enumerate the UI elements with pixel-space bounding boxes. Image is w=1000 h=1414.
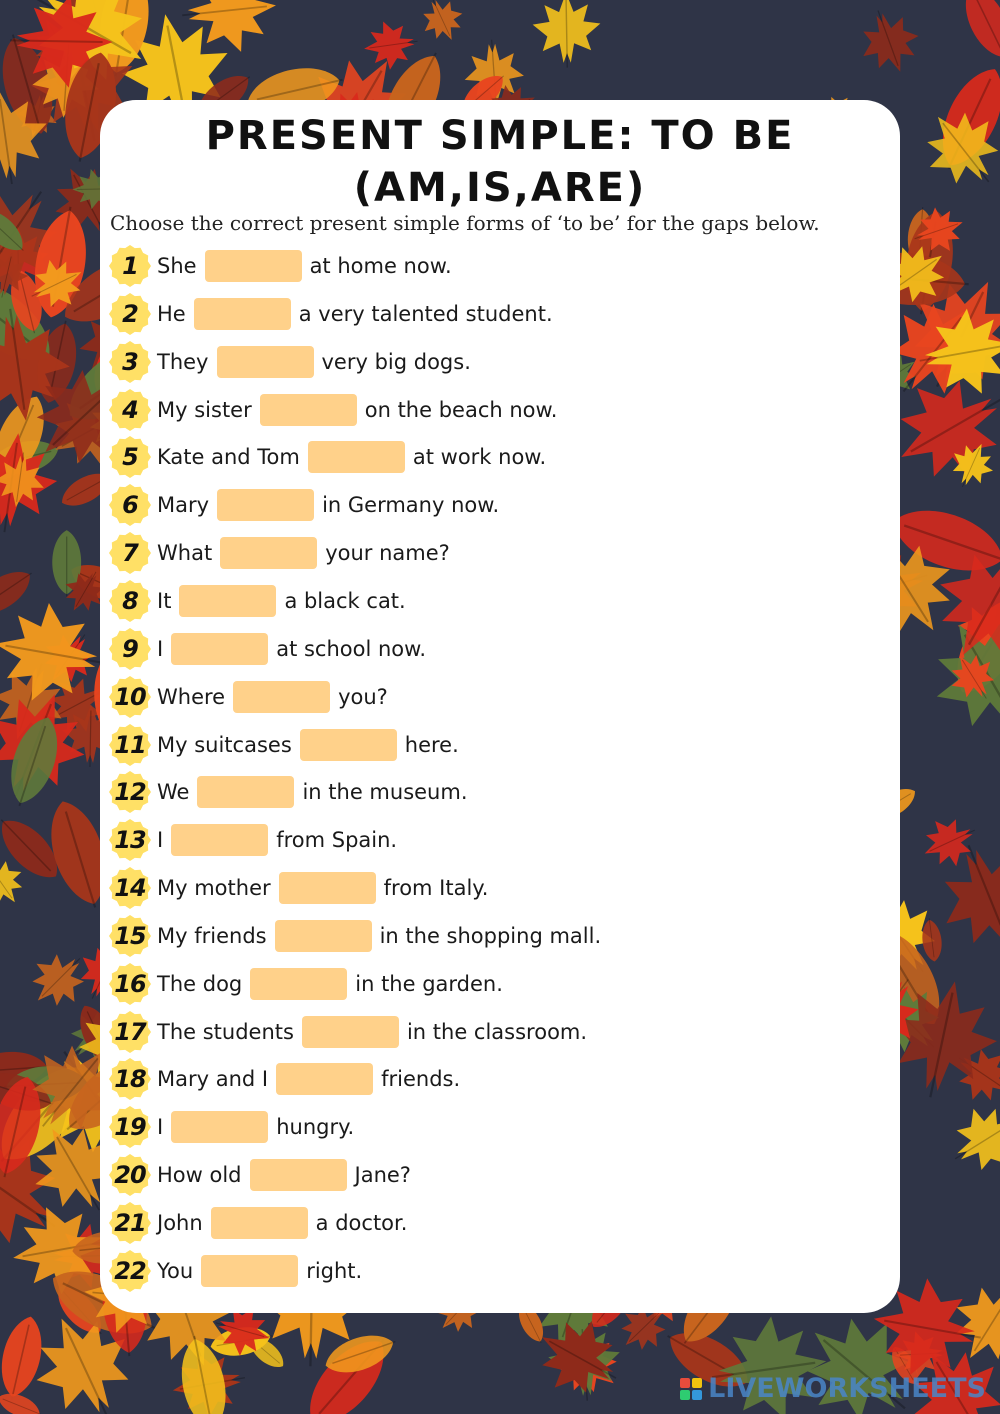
answer-gap[interactable]: [275, 920, 372, 952]
exercise-item: [108, 533, 888, 573]
item-text-after: your name?: [325, 541, 450, 566]
item-text-after: friends.: [381, 1067, 461, 1092]
item-number-badge: [108, 340, 152, 384]
item-number-badge: [108, 1105, 152, 1149]
item-number: 10: [114, 682, 146, 711]
item-number-badge: [108, 244, 152, 288]
item-number: 4: [122, 395, 138, 424]
item-text-after: hungry.: [276, 1115, 355, 1140]
item-text-after: on the beach now.: [364, 397, 558, 422]
answer-gap[interactable]: [194, 298, 291, 330]
item-number: 17: [114, 1017, 146, 1046]
item-number: 22: [114, 1256, 146, 1285]
answer-gap[interactable]: [171, 1111, 268, 1143]
item-number-badge: [108, 1057, 152, 1101]
item-text-before: I: [157, 636, 164, 661]
answer-gap[interactable]: [279, 872, 376, 904]
exercise-item: [108, 437, 888, 477]
item-number: 16: [114, 969, 146, 998]
item-text-before: I: [157, 828, 164, 853]
worksheet-title-line1: PRESENT SIMPLE: TO BE: [205, 113, 795, 159]
exercise-item: [108, 390, 888, 430]
item-number: 6: [122, 491, 138, 520]
answer-gap[interactable]: [171, 633, 268, 665]
answer-gap[interactable]: [205, 250, 302, 282]
item-number-badge: [108, 388, 152, 432]
exercise-item: [108, 725, 888, 765]
item-text-before: Where: [157, 684, 226, 709]
item-text-after: Jane?: [354, 1163, 411, 1188]
item-text-after: at home now.: [309, 254, 452, 278]
exercise-item: [108, 1155, 888, 1195]
answer-gap[interactable]: [302, 1016, 399, 1048]
item-number: 5: [122, 443, 138, 472]
item-text-before: Mary: [157, 493, 210, 518]
exercise-item: [108, 581, 888, 621]
item-number: 3: [122, 347, 138, 376]
exercise-item: [108, 1203, 888, 1243]
answer-gap[interactable]: [171, 824, 268, 856]
item-text-before: John: [157, 1211, 203, 1235]
item-number: 1: [122, 252, 138, 280]
item-number-badge: [108, 292, 152, 336]
item-text-after: right.: [306, 1258, 363, 1283]
exercise-item: [108, 1107, 888, 1147]
item-text-before: My friends: [157, 923, 267, 948]
item-number: 14: [114, 874, 146, 903]
item-text-before: My sister: [157, 397, 252, 422]
item-text-after: in the classroom.: [406, 1019, 588, 1044]
item-text-after: here.: [404, 732, 459, 757]
item-number: 13: [114, 826, 146, 855]
item-text-after: you?: [338, 684, 388, 709]
item-number: 18: [114, 1065, 146, 1094]
answer-gap[interactable]: [233, 681, 330, 713]
item-number: 8: [122, 586, 138, 615]
item-text-before: How old: [157, 1163, 242, 1188]
item-number-badge: [108, 818, 152, 862]
item-number: 19: [114, 1113, 146, 1142]
item-number: 15: [114, 921, 146, 950]
item-number: 11: [114, 730, 146, 759]
item-text-before: The students: [157, 1019, 294, 1044]
item-number: 7: [122, 539, 138, 568]
item-number-badge: [108, 531, 152, 575]
item-number-badge: [108, 1249, 152, 1293]
exercise-item: [108, 485, 888, 525]
item-text-after: a very talented student.: [298, 301, 553, 326]
item-number-badge: [108, 866, 152, 910]
answer-gap[interactable]: [197, 776, 294, 808]
liveworksheets-logo-icon: [680, 1378, 702, 1400]
item-text-after: at school now.: [276, 636, 427, 661]
item-text-before: She: [157, 254, 197, 278]
item-text-before: My mother: [157, 876, 271, 901]
item-text-before: Kate and Tom: [157, 445, 300, 470]
item-number: 12: [114, 778, 146, 807]
liveworksheets-logo-text: LIVEWORKSHEETS: [708, 1373, 986, 1404]
item-text-after: from Spain.: [276, 828, 398, 853]
answer-gap[interactable]: [260, 394, 357, 426]
answer-gap[interactable]: [211, 1207, 308, 1239]
exercise-item: [108, 868, 888, 908]
liveworksheets-logo: [680, 1373, 986, 1404]
item-number-badge: [108, 962, 152, 1006]
item-text-before: Mary and I: [157, 1067, 269, 1092]
item-number: 2: [122, 299, 138, 328]
item-number-badge: [108, 770, 152, 814]
item-text-before: He: [157, 301, 186, 326]
item-text-before: You: [157, 1258, 194, 1283]
answer-gap[interactable]: [308, 441, 405, 473]
item-text-after: in the garden.: [355, 971, 503, 996]
exercise-item: [108, 772, 888, 812]
item-number: 20: [114, 1161, 146, 1190]
exercise-item: [108, 294, 888, 334]
item-number-badge: [108, 723, 152, 767]
item-text-before: It: [157, 588, 172, 613]
item-text-after: very big dogs.: [321, 349, 471, 374]
item-text-after: in the museum.: [302, 780, 468, 805]
item-text-before: We: [157, 780, 190, 805]
item-text-before: The dog: [157, 971, 243, 996]
item-number-badge: [108, 914, 152, 958]
answer-gap[interactable]: [201, 1255, 298, 1287]
exercise-item: [108, 964, 888, 1004]
item-number-badge: [108, 1201, 152, 1245]
exercise-list: [100, 100, 900, 1313]
answer-gap[interactable]: [300, 729, 397, 761]
answer-gap[interactable]: [220, 537, 317, 569]
exercise-item: [108, 916, 888, 956]
item-text-after: in the shopping mall.: [379, 923, 602, 948]
instructions: Choose the correct present simple forms of ‘to be’ for the gaps below.: [110, 211, 820, 235]
item-text-after: a black cat.: [284, 588, 406, 613]
answer-gap[interactable]: [250, 968, 347, 1000]
answer-gap[interactable]: [217, 346, 314, 378]
item-number-badge: [108, 435, 152, 479]
item-text-after: at work now.: [412, 445, 547, 470]
item-text-after: a doctor.: [315, 1211, 408, 1235]
item-text-after: from Italy.: [383, 876, 489, 901]
item-text-before: What: [157, 541, 213, 566]
worksheet-title-line2: (AM,IS,ARE): [353, 165, 647, 211]
item-number-badge: [108, 579, 152, 623]
worksheet-card: [100, 100, 900, 1313]
exercise-item: [108, 1251, 888, 1291]
exercise-item: [108, 246, 888, 286]
exercise-item: [108, 820, 888, 860]
exercise-item: [108, 1059, 888, 1099]
answer-gap[interactable]: [217, 489, 314, 521]
exercise-item: [108, 1012, 888, 1052]
item-text-before: I: [157, 1115, 164, 1140]
exercise-item: [108, 629, 888, 669]
answer-gap[interactable]: [276, 1063, 373, 1095]
answer-gap[interactable]: [250, 1159, 347, 1191]
item-number-badge: [108, 483, 152, 527]
item-number-badge: [108, 627, 152, 671]
answer-gap[interactable]: [179, 585, 276, 617]
item-number: 21: [114, 1209, 146, 1237]
item-number-badge: [108, 1010, 152, 1054]
item-text-before: My suitcases: [157, 732, 292, 757]
item-number: 9: [122, 634, 138, 663]
item-text-before: They: [157, 349, 209, 374]
item-text-after: in Germany now.: [322, 493, 500, 518]
item-number-badge: [108, 1153, 152, 1197]
exercise-item: [108, 342, 888, 382]
item-number-badge: [108, 675, 152, 719]
exercise-item: [108, 677, 888, 717]
